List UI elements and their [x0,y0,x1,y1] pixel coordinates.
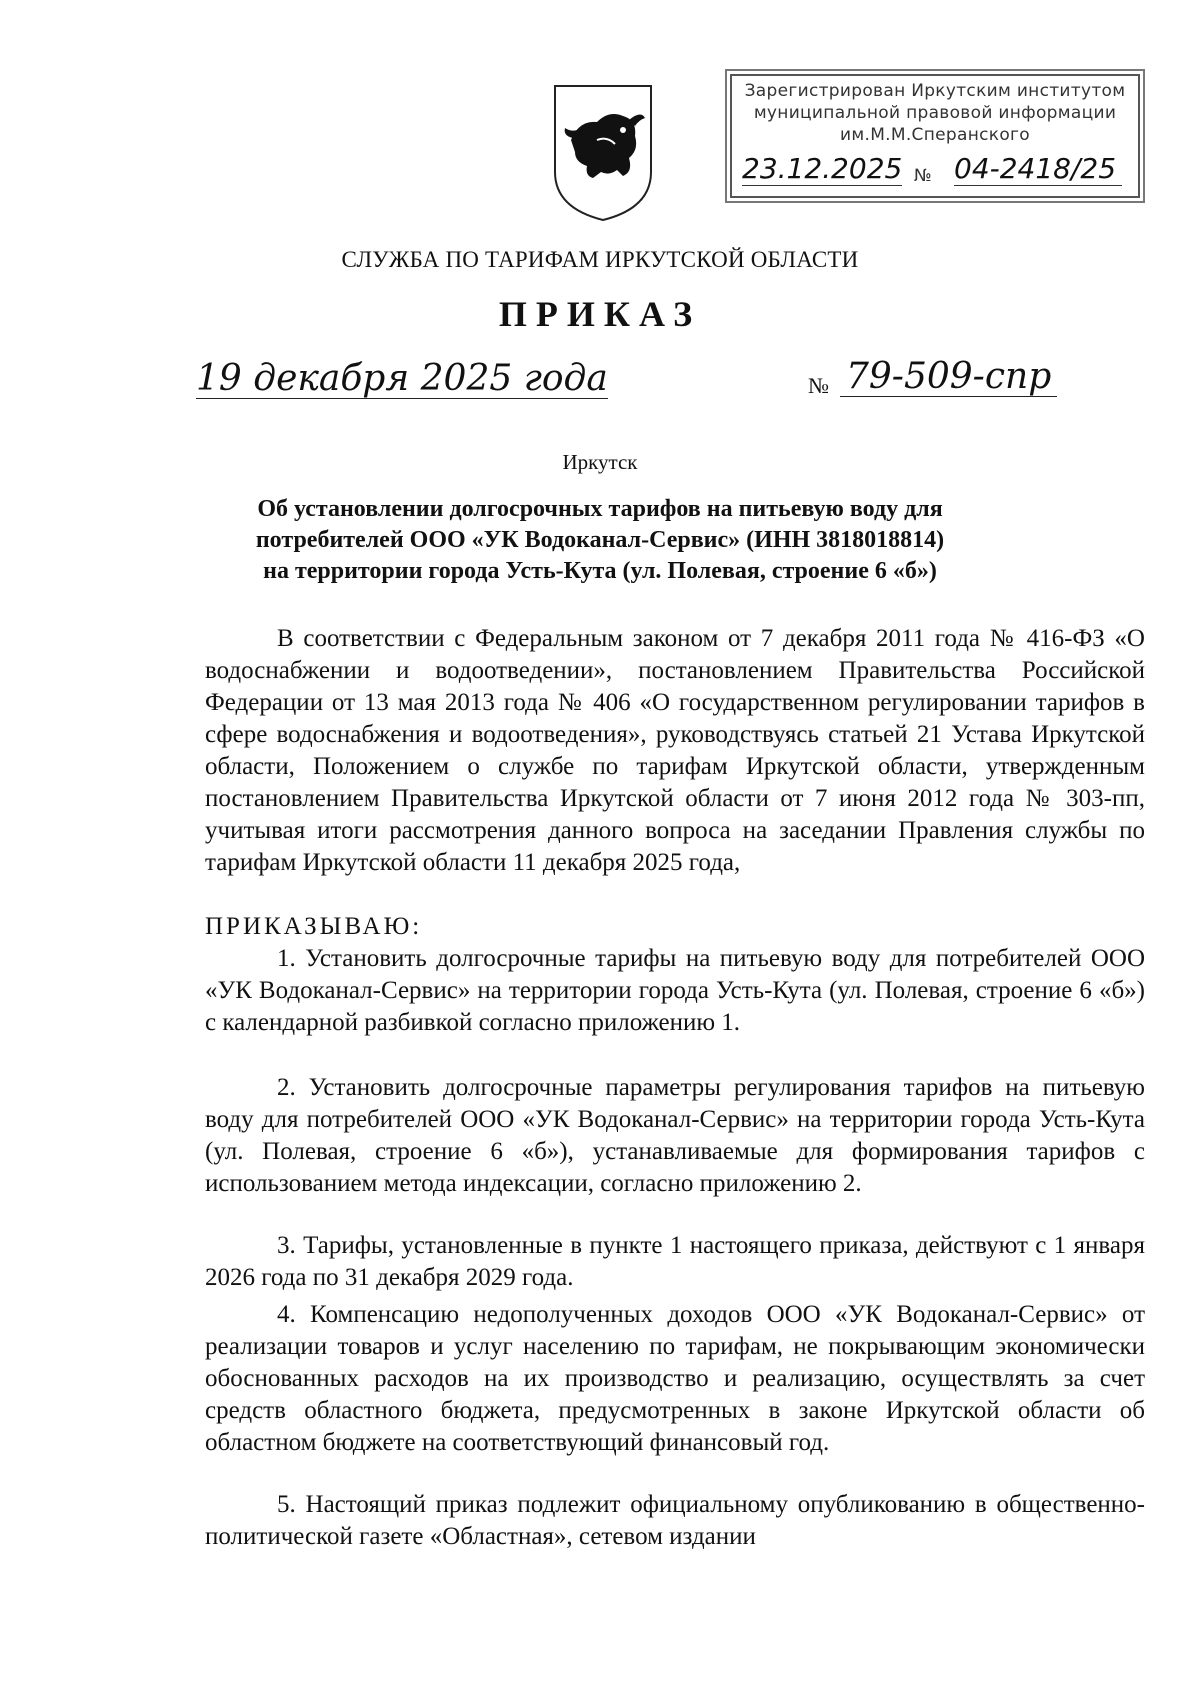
stamp-number-label: № [914,166,932,186]
document-type-title: ПРИКАЗ [498,294,702,334]
order-item-3: 3. Тарифы, установленные в пункте 1 настоящего приказа, действуют с 1 января 2026 года по 31 декабря 2029 года. [205,1232,1145,1291]
city: Иркутск [562,450,638,474]
order-item-4: 4. Компенсацию недополученных доходов ООО «УК Водоканал-Сервис» от реализации товаров и услуг населению по тарифам, не покрывающим экономически обоснованных расходов на их производство и реализацию, осуществлять за счет средств областного бюджета, предусмотренных в законе Иркутской области об областном бюджете на соответствующий финансовый год. [205,1301,1145,1456]
preamble-paragraph: В соответствии с Федеральным законом от 7 декабря 2011 года № 416-ФЗ «О водоснабжении и водоотведении», постановлением Правительства Российской Федерации от 13 мая 2013 года № 406 «О государственном регулировании тарифов в сфере водоснабжения и водоотведения», руководствуясь статьей 21 Устава Иркутской области, Положением о службе по тарифам Иркутской области, утвержденным постановлением Правительства Иркутской области от 7 июня 2012 года № 303-пп, учитывая итоги рассмотрения данного вопроса на заседании Правления службы по тарифам Иркутской области 11 декабря 2025 года, [205,625,1145,876]
order-heading: Об установлении долгосрочных тарифов на питьевую воду для потребителей ООО «УК Водоканал-Сервис» (ИНН 3818018814) на территории города Усть-Кута (ул. Полевая, строение 6 «б») [255,496,945,584]
stamp-line-2: муниципальной правовой информации [753,103,1117,123]
stamp-number: 04-2418/25 [954,152,1122,186]
stamp-line-3: им.М.М.Сперанского [840,125,1030,145]
order-number: 79-509-спр [840,358,1057,397]
order-date: 19 декабря 2025 года [196,358,608,399]
order-item-5: 5. Настоящий приказ подлежит официальному опубликованию в общественно-политической газете «Областная», сетевом издании [205,1491,1145,1550]
order-word: ПРИКАЗЫВАЮ: [205,913,423,940]
order-number-label: № [808,373,829,398]
stamp-line-1: Зарегистрирован Иркутским институтом [744,81,1126,101]
registration-stamp [730,74,1140,198]
coat-of-arms-emblem [549,80,657,226]
organization-name: СЛУЖБА ПО ТАРИФАМ ИРКУТСКОЙ ОБЛАСТИ [341,247,859,272]
order-item-1: 1. Установить долгосрочные тарифы на питьевую воду для потребителей ООО «УК Водоканал-Сервис» на территории города Усть-Кута (ул. Полевая, строение 6 «б») с календарной разбивкой согласно приложению 1. [205,945,1145,1036]
stamp-date: 23.12.2025 [742,152,903,185]
order-item-2: 2. Установить долгосрочные параметры регулирования тарифов на питьевую воду для потребителей ООО «УК Водоканал-Сервис» на территории города Усть-Кута (ул. Полевая, строение 6 «б»), устанавливаемые для формирования тарифов с использованием метода индексации, согласно приложению 2. [205,1074,1145,1197]
